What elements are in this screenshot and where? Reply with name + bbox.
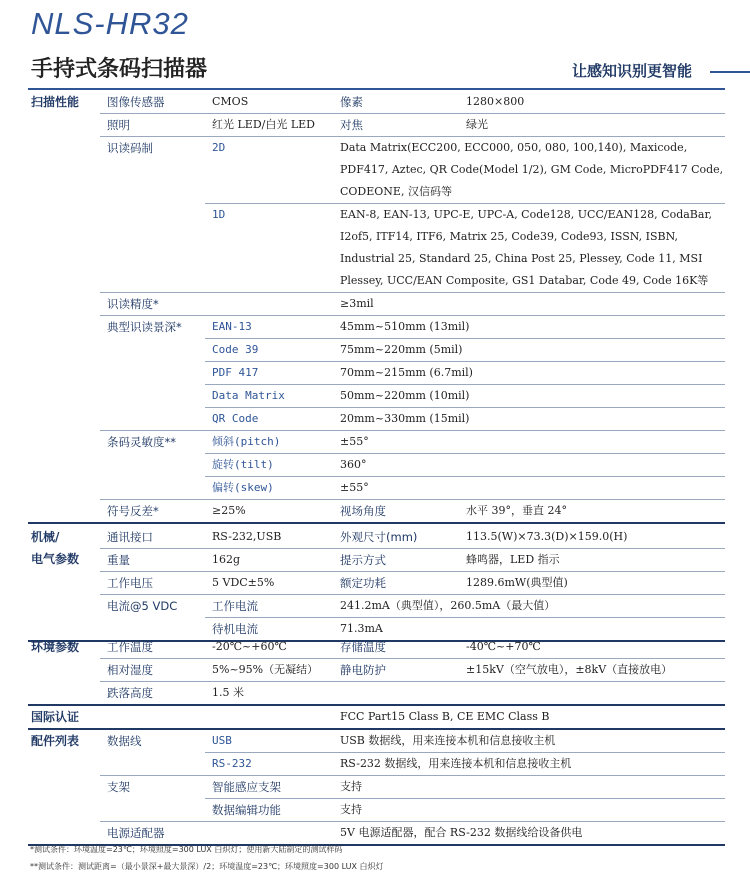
- spec-value: 5 VDC±5%: [205, 572, 333, 595]
- spec-label: 工作电压: [100, 572, 205, 595]
- spec-value: CMOS: [205, 91, 333, 114]
- table-row: [28, 636, 725, 659]
- spec-sublabel: EAN-13: [205, 316, 333, 339]
- spec-value: RS-232,USB: [205, 526, 333, 549]
- spec-value: EAN-8, EAN-13, UPC-E, UPC-A, Code128, UCC/EAN128, CodaBar, I2of5, ITF14, ITF6, Matrix 25, Code39, Code93, ISSN, ISBN, Industrial 25, Standard 25, China Post 25, Plessey, Code 11, MSI Plessey, UCC/EAN Composite, GS1 Databar, Code 49, Code 16K等: [333, 204, 725, 293]
- spec-value: 支持: [333, 799, 725, 822]
- table-row: [28, 500, 725, 524]
- table-row: [28, 595, 725, 618]
- spec-value: 1.5 米: [205, 682, 333, 706]
- model-name: NLS-HR32: [31, 6, 189, 41]
- spec-label: 识读码制: [100, 137, 205, 293]
- spec-label: 典型识读景深*: [100, 316, 205, 431]
- table-row: [28, 137, 725, 204]
- spec-value: ≥25%: [205, 500, 333, 524]
- table-row: [28, 572, 725, 595]
- table-row: [28, 91, 725, 114]
- spec-value: -20℃~+60℃: [205, 636, 333, 659]
- footnote: *测试条件：环境温度=23℃；环境照度=300 LUX 白炽灯；使用新大陆制定的测试样码: [30, 845, 343, 854]
- table-row: [28, 682, 725, 706]
- spec-value: -40℃~+70℃: [459, 636, 725, 659]
- spec-value: 45mm~510mm (13mil): [333, 316, 725, 339]
- table-row: [28, 114, 725, 137]
- spec-value: USB 数据线，用来连接本机和信息接收主机: [333, 729, 725, 753]
- header-divider: [28, 88, 725, 90]
- spec-label: 电流@5 VDC: [100, 595, 205, 642]
- spec-value: ±55°: [333, 431, 725, 454]
- spec-value: 5V 电源适配器，配合 RS-232 数据线给设备供电: [333, 822, 725, 846]
- spec-value: 蜂鸣器，LED 指示: [459, 549, 725, 572]
- spec-value: 241.2mA（典型值），260.5mA（最大值）: [333, 595, 725, 618]
- section-cert: 国际认证: [28, 705, 100, 729]
- spec-table: [28, 91, 725, 524]
- section-env: 环境参数: [28, 636, 100, 705]
- spec-table-mech: [28, 526, 725, 642]
- table-row: [28, 705, 725, 729]
- table-row: [28, 431, 725, 454]
- spec-table-env: [28, 636, 725, 846]
- spec-label: 跌落高度: [100, 682, 205, 706]
- spec-value: 红光 LED/白光 LED: [205, 114, 333, 137]
- table-row: [28, 316, 725, 339]
- spec-label: 条码灵敏度**: [100, 431, 205, 500]
- spec-sublabel: 数据编辑功能: [205, 799, 333, 822]
- spec-value: 162g: [205, 549, 333, 572]
- spec-value: FCC Part15 Class B, CE EMC Class B: [333, 705, 725, 729]
- footnotes: [30, 844, 384, 878]
- spec-label: 静电防护: [333, 659, 459, 682]
- spec-value: 71.3mA: [333, 618, 725, 642]
- spec-value: 支持: [333, 776, 725, 799]
- spec-value: ±55°: [333, 477, 725, 500]
- slogan: 让感知识别更智能: [572, 62, 693, 80]
- spec-value: 5%~95%（无凝结）: [205, 659, 333, 682]
- spec-label: 支架: [100, 776, 205, 822]
- section-scan: 扫描性能: [28, 91, 100, 523]
- spec-sublabel: 待机电流: [205, 618, 333, 642]
- spec-value: 70mm~215mm (6.7mil): [333, 362, 725, 385]
- spec-label: 视场角度: [333, 500, 459, 524]
- spec-label: 照明: [100, 114, 205, 137]
- spec-value: ≥3mil: [333, 293, 725, 316]
- spec-value: Data Matrix(ECC200, ECC000, 050, 080, 100,140), Maxicode, PDF417, Aztec, QR Code(Model 1/2), GM Code, MicroPDF417 Code, CODEONE, 汉信码等: [333, 137, 725, 204]
- spec-sublabel: 2D: [205, 137, 333, 204]
- spec-label: 工作温度: [100, 636, 205, 659]
- spec-value: 1280×800: [459, 91, 725, 114]
- spec-sublabel: USB: [205, 729, 333, 753]
- spec-label: 额定功耗: [333, 572, 459, 595]
- spec-sublabel: 工作电流: [205, 595, 333, 618]
- table-row: [28, 822, 725, 846]
- spec-value: 75mm~220mm (5mil): [333, 339, 725, 362]
- spec-label: 符号反差*: [100, 500, 205, 524]
- spec-value: ±15kV（空气放电），±8kV（直接放电）: [459, 659, 725, 682]
- spec-label: 相对湿度: [100, 659, 205, 682]
- spec-label: 识读精度*: [100, 293, 205, 316]
- table-row: [28, 729, 725, 753]
- spec-label: 数据线: [100, 729, 205, 776]
- spec-sublabel: Data Matrix: [205, 385, 333, 408]
- footnote: **测试条件：测试距离=（最小景深+最大景深）/2；环境温度=23℃；环境照度=300 LUX 白炽灯: [30, 862, 384, 871]
- spec-value: 50mm~220mm (10mil): [333, 385, 725, 408]
- spec-sublabel: 智能感应支架: [205, 776, 333, 799]
- spec-label: 存储温度: [333, 636, 459, 659]
- table-row: [28, 526, 725, 549]
- spec-label: 对焦: [333, 114, 459, 137]
- spec-value: 1289.6mW(典型值): [459, 572, 725, 595]
- spec-value: 113.5(W)×73.3(D)×159.0(H): [459, 526, 725, 549]
- spec-value: 20mm~330mm (15mil): [333, 408, 725, 431]
- table-row: [28, 776, 725, 799]
- spec-sublabel: Code 39: [205, 339, 333, 362]
- slogan-divider: [710, 71, 750, 73]
- spec-sublabel: PDF 417: [205, 362, 333, 385]
- table-row: [28, 293, 725, 316]
- spec-label: 图像传感器: [100, 91, 205, 114]
- spec-sublabel: QR Code: [205, 408, 333, 431]
- spec-label: 重量: [100, 549, 205, 572]
- spec-sublabel: 1D: [205, 204, 333, 293]
- page-title: 手持式条码扫描器: [31, 57, 208, 82]
- spec-label: 通讯接口: [100, 526, 205, 549]
- spec-sublabel: 旋转(tilt): [205, 454, 333, 477]
- spec-sublabel: 偏转(skew): [205, 477, 333, 500]
- section-mech: 机械/ 电气参数: [28, 526, 100, 641]
- spec-value: 绿光: [459, 114, 725, 137]
- spec-value: 360°: [333, 454, 725, 477]
- spec-label: 提示方式: [333, 549, 459, 572]
- spec-sublabel: 倾斜(pitch): [205, 431, 333, 454]
- spec-sublabel: RS-232: [205, 753, 333, 776]
- section-acc: 配件列表: [28, 729, 100, 845]
- spec-label: 像素: [333, 91, 459, 114]
- spec-value: RS-232 数据线，用来连接本机和信息接收主机: [333, 753, 725, 776]
- table-row: [28, 549, 725, 572]
- spec-label: 电源适配器: [100, 822, 205, 846]
- table-row: [28, 659, 725, 682]
- spec-label: 外观尺寸(mm): [333, 526, 459, 549]
- spec-value: 水平 39°，垂直 24°: [459, 500, 725, 524]
